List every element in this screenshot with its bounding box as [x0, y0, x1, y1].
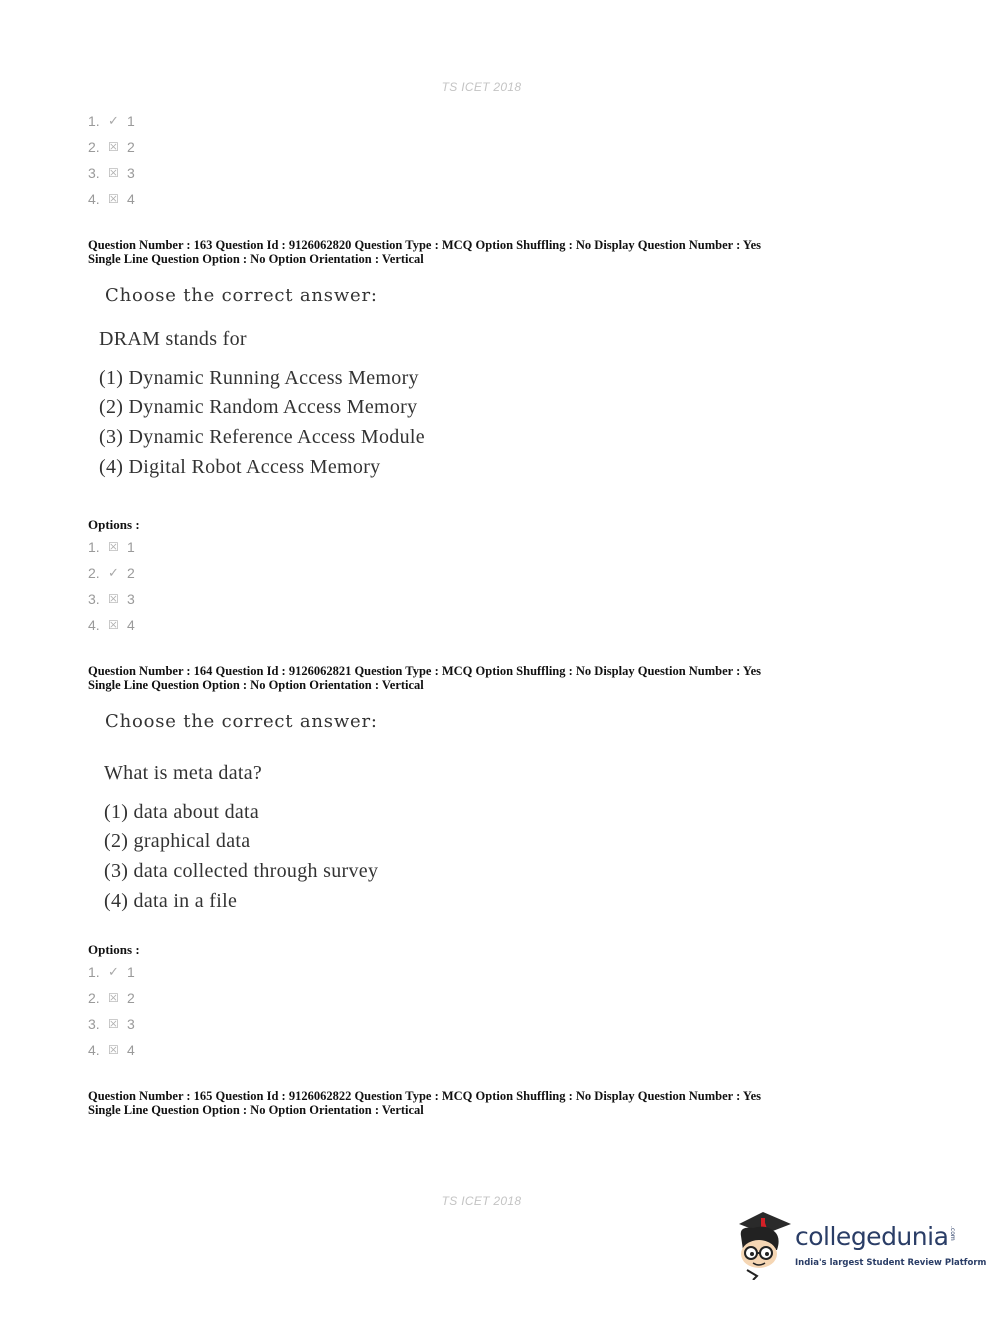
check-icon: ✓ — [108, 565, 119, 580]
cross-icon: ☒ — [108, 1017, 119, 1031]
options-label: Options : — [88, 942, 140, 957]
cross-icon: ☒ — [108, 618, 119, 632]
option-value: 2 — [127, 565, 135, 581]
question-meta-line2: Single Line Question Option : No Option Orientation : Vertical — [88, 252, 424, 266]
question-meta-line1: Question Number : 164 Question Id : 9126062821 Question Type : MCQ Option Shuffling : No Display Question Number : Yes — [88, 664, 761, 678]
cross-icon: ☒ — [108, 1043, 119, 1057]
check-icon: ✓ — [108, 964, 119, 979]
option-number: 2. — [88, 990, 100, 1006]
question-meta-line1: Question Number : 163 Question Id : 9126062820 Question Type : MCQ Option Shuffling : No Display Question Number : Yes — [88, 238, 761, 252]
option-value: 1 — [127, 113, 135, 129]
option-row — [88, 1015, 135, 1033]
option-number: 4. — [88, 617, 100, 633]
answer-choice: (2) graphical data — [104, 830, 251, 852]
option-number: 3. — [88, 591, 100, 607]
option-number: 3. — [88, 1016, 100, 1032]
question-meta-line1: Question Number : 165 Question Id : 9126062822 Question Type : MCQ Option Shuffling : No Display Question Number : Yes — [88, 1089, 761, 1103]
option-row — [88, 963, 135, 981]
option-row — [88, 138, 135, 156]
option-value: 2 — [127, 990, 135, 1006]
answer-choice: (3) Dynamic Reference Access Module — [99, 426, 425, 448]
cross-icon: ☒ — [108, 592, 119, 606]
option-number: 4. — [88, 1042, 100, 1058]
answer-choice: (3) data collected through survey — [104, 860, 379, 882]
option-row — [88, 590, 135, 608]
option-value: 4 — [127, 617, 135, 633]
option-number: 1. — [88, 113, 100, 129]
option-row — [88, 1041, 135, 1059]
answer-choice: (4) Digital Robot Access Memory — [99, 456, 381, 478]
mascot-icon — [733, 1210, 795, 1280]
cross-icon: ☒ — [108, 166, 119, 180]
question-text: What is meta data? — [104, 762, 263, 784]
answer-choice: (4) data in a file — [104, 890, 238, 912]
option-row — [88, 538, 135, 556]
collegedunia-logo — [733, 1210, 987, 1280]
check-icon: ✓ — [108, 113, 119, 128]
cross-icon: ☒ — [108, 140, 119, 154]
cross-icon: ☒ — [108, 991, 119, 1005]
logo-suffix: .com — [949, 1226, 956, 1241]
question-text: DRAM stands for — [99, 328, 247, 350]
option-row — [88, 989, 135, 1007]
option-value: 4 — [127, 1042, 135, 1058]
option-number: 4. — [88, 191, 100, 207]
option-value: 4 — [127, 191, 135, 207]
option-number: 2. — [88, 139, 100, 155]
cross-icon: ☒ — [108, 192, 119, 206]
option-number: 1. — [88, 539, 100, 555]
cross-icon: ☒ — [108, 540, 119, 554]
question-meta-line2: Single Line Question Option : No Option Orientation : Vertical — [88, 1103, 424, 1117]
answer-choice: (1) Dynamic Running Access Memory — [99, 367, 419, 389]
option-number: 3. — [88, 165, 100, 181]
logo-wordmark: collegedunia — [795, 1222, 949, 1251]
option-value: 2 — [127, 139, 135, 155]
option-row — [88, 164, 135, 182]
answer-choice: (2) Dynamic Random Access Memory — [99, 396, 418, 418]
footer-watermark: TS ICET 2018 — [441, 1194, 522, 1208]
header-watermark: TS ICET 2018 — [441, 80, 522, 94]
option-value: 1 — [127, 539, 135, 555]
option-value: 1 — [127, 964, 135, 980]
options-label: Options : — [88, 517, 140, 532]
question-meta-line2: Single Line Question Option : No Option Orientation : Vertical — [88, 678, 424, 692]
question-instruction: Choose the correct answer: — [105, 711, 378, 732]
option-row — [88, 112, 135, 130]
option-row — [88, 564, 135, 582]
option-row — [88, 190, 135, 208]
answer-choice: (1) data about data — [104, 801, 260, 823]
option-number: 1. — [88, 964, 100, 980]
option-value: 3 — [127, 591, 135, 607]
option-row — [88, 616, 135, 634]
logo-tagline: India's largest Student Review Platform — [795, 1258, 987, 1268]
option-value: 3 — [127, 165, 135, 181]
question-instruction: Choose the correct answer: — [105, 285, 378, 306]
option-number: 2. — [88, 565, 100, 581]
option-value: 3 — [127, 1016, 135, 1032]
